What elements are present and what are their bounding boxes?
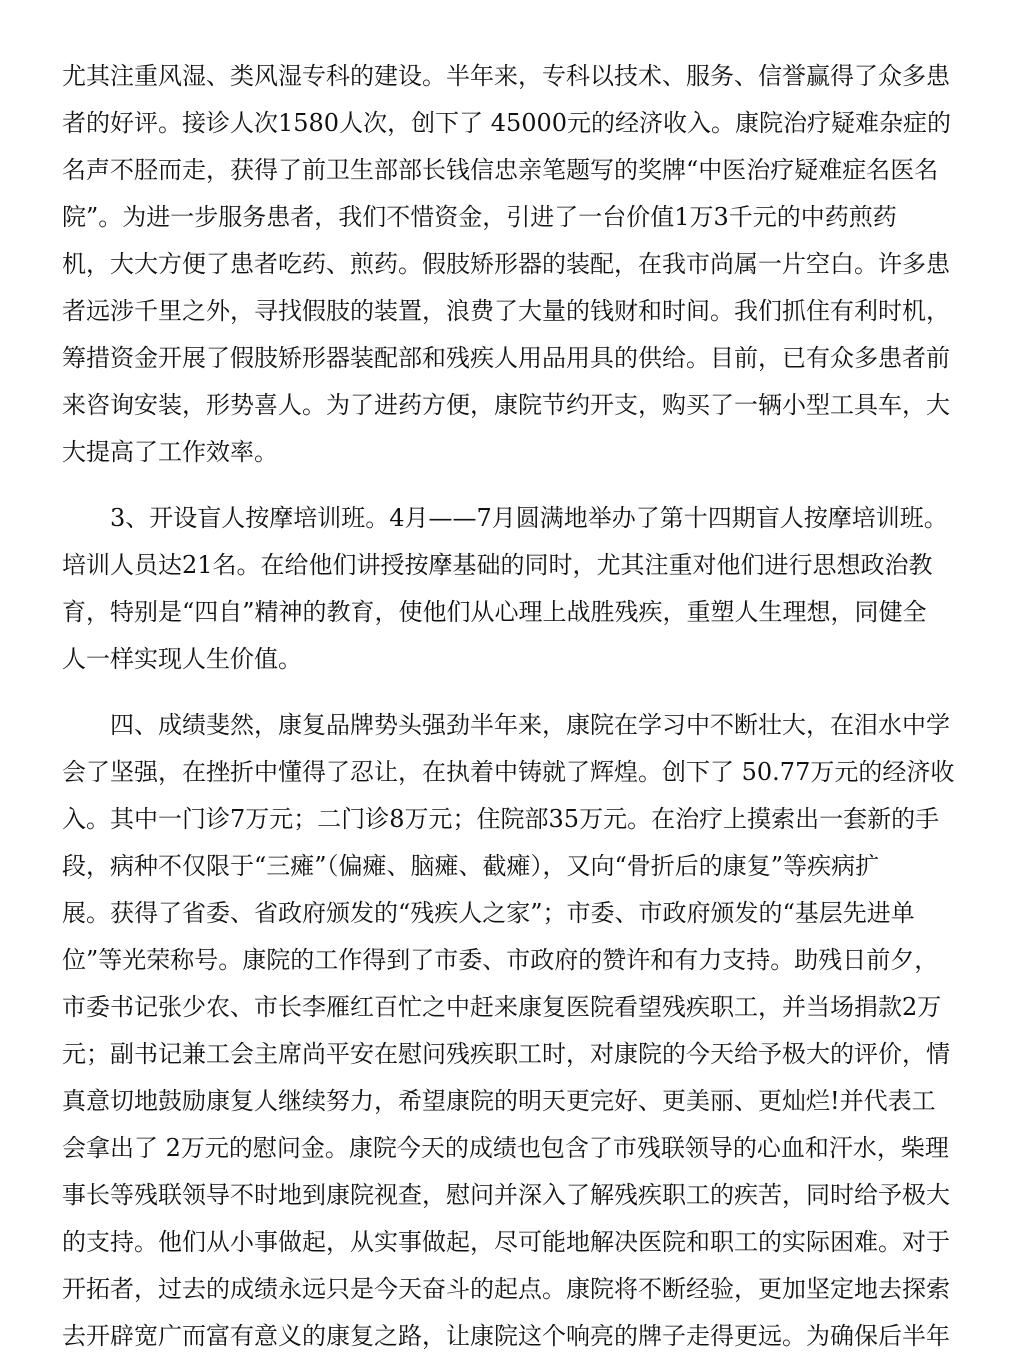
text-line: 人一样实现人生价值。 <box>62 645 302 673</box>
text-line: 市委书记张少农、市长李雁红百忙之中赶来康复医院看望残疾职工，并当场捐款2万 <box>62 993 942 1021</box>
text-line: 育，特别是“四自”精神的教育，使他们从心理上战胜残疾，重塑人生理想，同健全 <box>62 598 927 626</box>
text-line: 尤其注重风湿、类风湿专科的建设。半年来，专科以技术、服务、信誉赢得了众多患 <box>62 62 950 90</box>
text-line: 事长等残联领导不时地到康院视查，慰问并深入了解残疾职工的疾苦，同时给予极大 <box>62 1181 950 1209</box>
text-line: 开拓者，过去的成绩永远只是今天奋斗的起点。康院将不断经验，更加坚定地去探索 <box>62 1275 950 1303</box>
text-line: 会了坚强，在挫折中懂得了忍让，在执着中铸就了辉煌。创下了 50.77万元的经济收 <box>62 758 955 786</box>
text-line: 院”。为进一步服务患者，我们不惜资金，引进了一台价值1万3千元的中药煎药 <box>62 203 897 231</box>
text-line: 名声不胫而走，获得了前卫生部部长钱信忠亲笔题写的奖牌“中医治疗疑难症名医名 <box>62 156 939 184</box>
text-line: 培训人员达21名。在给他们讲授按摩基础的同时，尤其注重对他们进行思想政治教 <box>62 551 933 579</box>
text-line: 去开辟宽广而富有意义的康复之路，让康院这个响亮的牌子走得更远。为确保后半年 <box>62 1322 950 1350</box>
text-line: 筹措资金开展了假肢矫形器装配部和残疾人用品用具的供给。目前，已有众多患者前 <box>62 344 950 372</box>
text-line: 展。获得了省委、省政府颁发的“残疾人之家”；市委、市政府颁发的“基层先进单 <box>62 899 915 927</box>
text-line: 的支持。他们从小事做起，从实事做起，尽可能地解决医院和职工的实际困难。对于 <box>62 1228 950 1256</box>
text-line: 大提高了工作效率。 <box>62 438 278 466</box>
text-line: 位”等光荣称号。康院的工作得到了市委、市政府的赞许和有力支持。助残日前夕， <box>62 946 939 974</box>
text-line: 来咨询安装，形势喜人。为了进药方便，康院节约开支，购买了一辆小型工具车，大 <box>62 391 950 419</box>
text-line: 机，大大方便了患者吃药、煎药。假肢矫形器的装配，在我市尚属一片空白。许多患 <box>62 250 950 278</box>
text-line: 真意切地鼓励康复人继续努力，希望康院的明天更完好、更美丽、更灿烂!并代表工 <box>62 1087 936 1115</box>
text-line: 段，病种不仅限于“三瘫”（偏瘫、脑瘫、截瘫），又向“骨折后的康复”等疾病扩 <box>62 852 880 880</box>
text-line: 四、成绩斐然，康复品牌势头强劲半年来，康院在学习中不断壮大，在泪水中学 <box>110 711 950 739</box>
text-line: 者远涉千里之外，寻找假肢的装置，浪费了大量的钱财和时间。我们抓住有利时机， <box>62 297 950 325</box>
text-line: 者的好评。接诊人次1580人次，创下了 45000元的经济收入。康院治疗疑难杂症的 <box>62 109 952 137</box>
text-line: 入。其中一门诊7万元；二门诊8万元；住院部35万元。在治疗上摸索出一套新的手 <box>62 805 940 833</box>
text-line: 3、开设盲人按摩培训班。4月——7月圆满地举办了第十四期盲人按摩培训班。 <box>110 504 948 532</box>
text-line: 会拿出了 2万元的慰问金。康院今天的成绩也包含了市残联领导的心血和汗水，柴理 <box>62 1134 949 1162</box>
text-line: 元；副书记兼工会主席尚平安在慰问残疾职工时，对康院的今天给予极大的评价，情 <box>62 1040 950 1068</box>
